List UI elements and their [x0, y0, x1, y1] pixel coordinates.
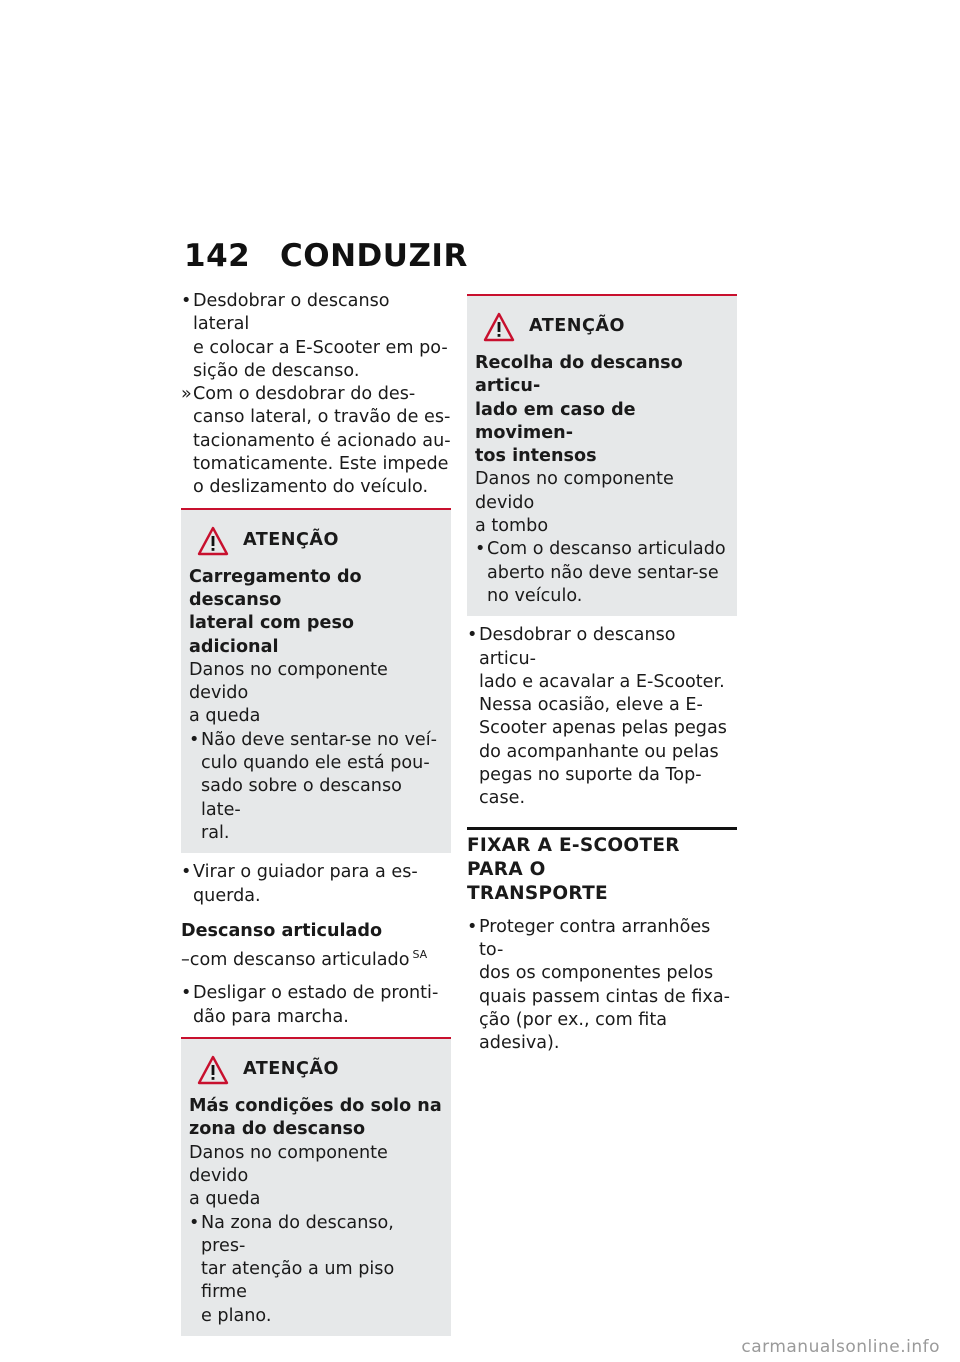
warning-box — [181, 508, 451, 854]
bullet-icon: • — [475, 539, 486, 560]
bullet-icon: • — [181, 291, 192, 311]
result-arrow-icon: » — [181, 384, 192, 405]
list-item: • Proteger contra arranhões to- dos os componentes pelos quais passem cintas de fixa- ção (por ex., com fita adesiva). — [467, 916, 730, 1054]
warning-triangle-icon — [197, 1055, 229, 1085]
warning-remedy: • Na zona do descanso, pres- tar atenção a um piso firme e plano. — [189, 1212, 395, 1326]
list-item: • Desdobrar o descanso articu- lado e acavalar a E-Scooter. Nessa ocasião, eleve a E- Scooter apenas pelas pegas do acompanhante ou pelas pegas no suporte da Top- case. — [467, 625, 727, 809]
warning-remedy: • Com o descanso articulado aberto não deve sentar-se no veículo. — [475, 539, 726, 606]
warning-cause: Danos no componente devido a queda — [189, 659, 388, 727]
bullet-icon: • — [467, 625, 478, 646]
option-badge: SA — [412, 948, 428, 962]
watermark: carmanualsonline.info — [741, 1337, 940, 1357]
warning-title: ATENÇÃO — [483, 312, 729, 342]
section-title: FIXAR A E-SCOOTER PARA O TRANSPORTE — [467, 827, 737, 906]
page-title: CONDUZIR — [280, 238, 468, 274]
page-number: 142 — [184, 238, 251, 274]
warning-triangle-icon — [197, 526, 229, 556]
warning-remedy: • Não deve sentar-se no veí- culo quando ele está pou- sado sobre o descanso late- ral. — [189, 729, 437, 843]
list-item: • Desligar o estado de pronti- dão para marcha. — [181, 983, 439, 1027]
warning-box — [467, 294, 737, 616]
option-line: –com descanso articulado $^{SA}$ — [181, 948, 428, 971]
right-column — [467, 286, 737, 1055]
warning-title: ATENÇÃO — [197, 526, 443, 556]
bullet-icon: • — [467, 916, 478, 937]
bullet-icon: • — [181, 983, 192, 1004]
warning-triangle-icon — [483, 312, 515, 342]
result-item: » Com o desdobrar do des- canso lateral, o travão de es- tacionamento é acionado au- tomaticamente. Este impede o deslizamento do veículo. — [181, 384, 451, 498]
warning-cause: Danos no componente devido a queda — [189, 1142, 388, 1210]
warning-cause: Danos no componente devido a tombo — [475, 469, 674, 537]
page-header — [184, 238, 468, 274]
left-column — [181, 290, 451, 1344]
warning-box — [181, 1037, 451, 1336]
bullet-icon: • — [181, 862, 192, 883]
warning-heading: Recolha do descanso articu- lado em caso de movimen- tos intensos — [475, 353, 683, 467]
warning-heading: Carregamento do descanso lateral com peso adicional — [189, 566, 362, 657]
bullet-icon: • — [189, 729, 200, 750]
warning-heading: Más condições do solo na zona do descanso — [189, 1096, 442, 1140]
bullet-icon: • — [189, 1212, 200, 1233]
list-item: • Desdobrar o descanso lateral e colocar a E-Scooter em po- sição de descanso. — [181, 291, 448, 381]
list-item: • Virar o guiador para a es- querda. — [181, 862, 418, 906]
subheading: Descanso articulado — [181, 920, 383, 941]
dash-icon: – — [181, 950, 190, 971]
warning-title: ATENÇÃO — [197, 1055, 443, 1085]
